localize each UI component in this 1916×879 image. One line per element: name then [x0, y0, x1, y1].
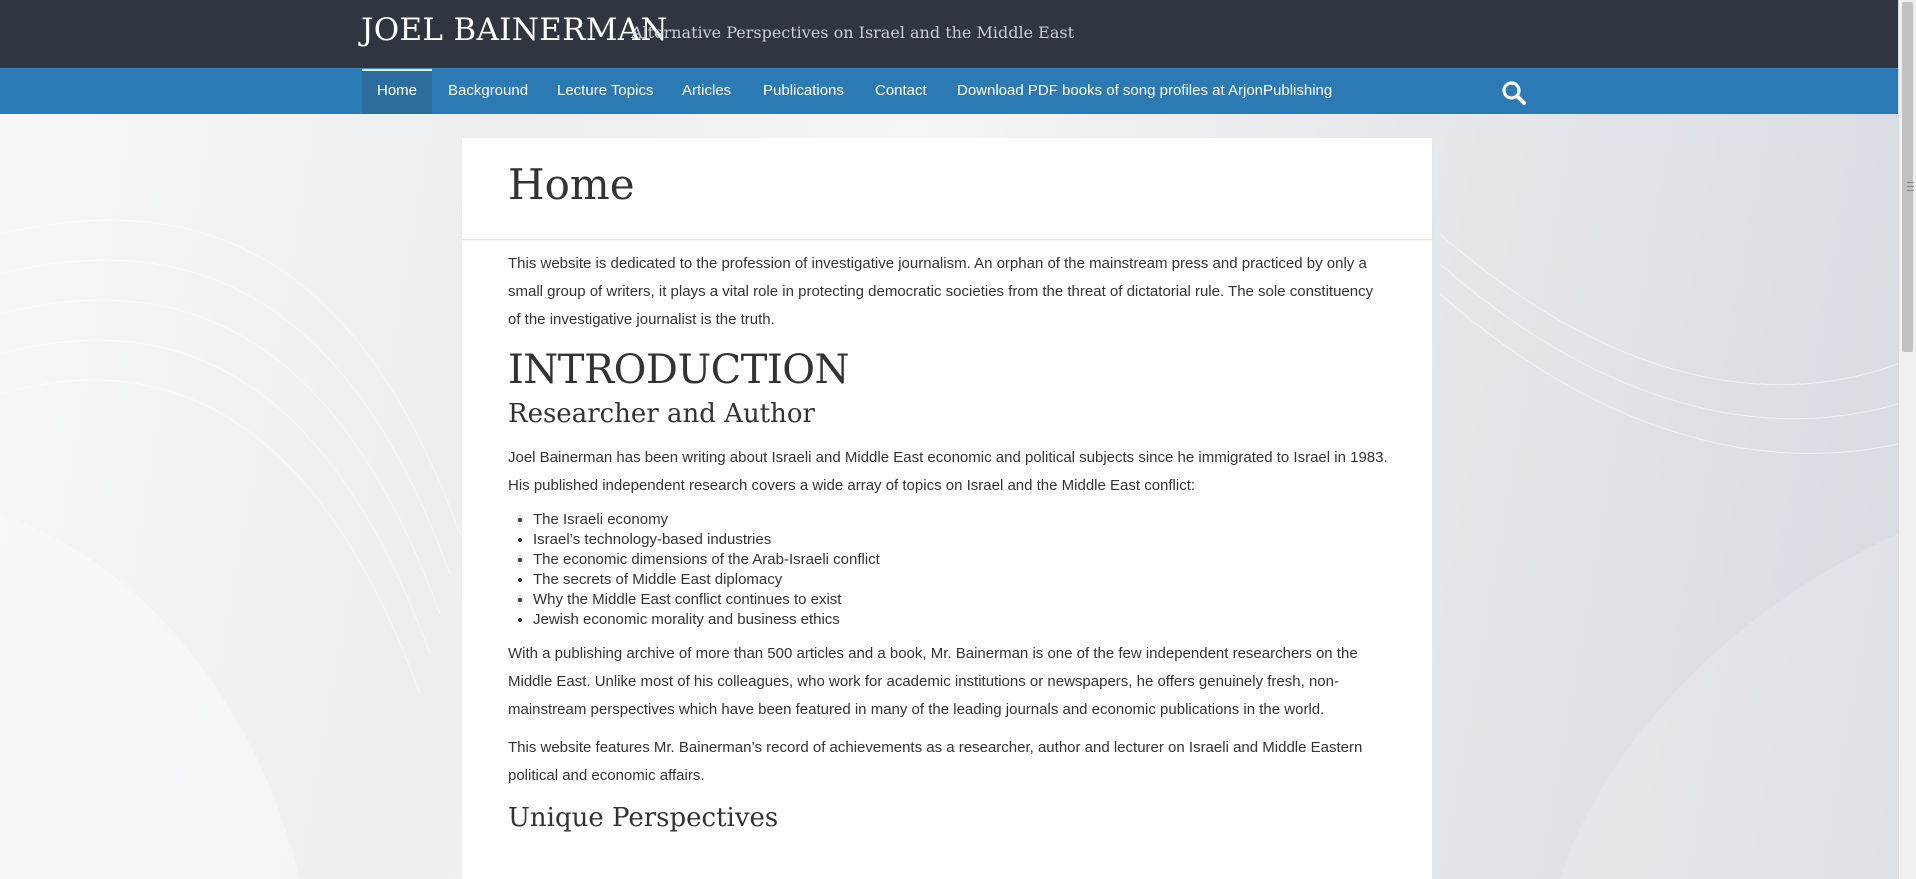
nav-item-articles[interactable]: Articles [682, 82, 732, 99]
vertical-scrollbar[interactable] [1898, 0, 1916, 879]
nav-item-background[interactable]: Background [448, 82, 529, 99]
archive-paragraph: With a publishing archive of more than 500 articles and a book, Mr. Bainerman is one of the few independent researchers on the Middle East. Unlike most of his colleagues, who work for academic institutions or newspapers, he offers genuinely fresh, non-mainstream perspectives which have been featured in many of the leading journals and economic publications in the world. [508, 645, 1358, 718]
researcher-heading: Researcher and Author [508, 399, 815, 429]
unique-perspectives-heading: Unique Perspectives [508, 803, 779, 833]
list-item: • The secrets of Middle East diplomacy [533, 570, 1388, 590]
nav-item-publications[interactable]: Publications [763, 82, 844, 99]
topics-list [508, 510, 1388, 630]
page-header [462, 138, 1432, 240]
scrollbar-grip-icon [1907, 182, 1914, 191]
researcher-paragraph: Joel Bainerman has been writing about Israeli and Middle East economic and political subjects since he immigrated to Israel in 1983. His published independent research covers a wide array of topics on Israel and the Middle East conflict: [508, 449, 1388, 494]
list-item: • The Israeli economy [533, 510, 1388, 530]
page-title: Home [508, 160, 635, 209]
list-item: • Israel’s technology-based industries [533, 530, 1388, 550]
list-item: • Why the Middle East conflict continues to exist [533, 590, 1388, 610]
site-description: Alternative Perspectives on Israel and the Middle East [631, 23, 1074, 42]
site-header [0, 0, 1898, 68]
site-title[interactable]: JOEL BAINERMAN [361, 12, 668, 48]
nav-item-contact[interactable]: Contact [875, 82, 927, 99]
introduction-heading: INTRODUCTION [508, 347, 850, 393]
nav-item-home[interactable]: Home [362, 69, 432, 114]
search-icon[interactable] [1501, 80, 1527, 106]
nav-item-lecture-topics[interactable]: Lecture Topics [557, 82, 654, 99]
features-paragraph: This website features Mr. Bainerman’s record of achievements as a researcher, author and lecturer on Israeli and Middle Eastern political and economic affairs. [508, 739, 1363, 784]
scrollbar-thumb[interactable] [1902, 2, 1913, 352]
content-card [462, 138, 1432, 879]
intro-paragraph: This website is dedicated to the profession of investigative journalism. An orphan of the mainstream press and practiced by only a small group of writers, it plays a vital role in protecting democratic societies from the threat of dictatorial rule. The sole constituency of the investigative journalist is the truth. [508, 255, 1374, 328]
list-item: • Jewish economic morality and business ethics [533, 610, 1388, 630]
list-item: • The economic dimensions of the Arab-Israeli conflict [533, 550, 1388, 570]
page-content [508, 250, 1388, 848]
nav-item-download-pdf-books[interactable]: Download PDF books of song profiles at ArjonPublishing [957, 82, 1333, 99]
main-navigation [0, 68, 1898, 114]
